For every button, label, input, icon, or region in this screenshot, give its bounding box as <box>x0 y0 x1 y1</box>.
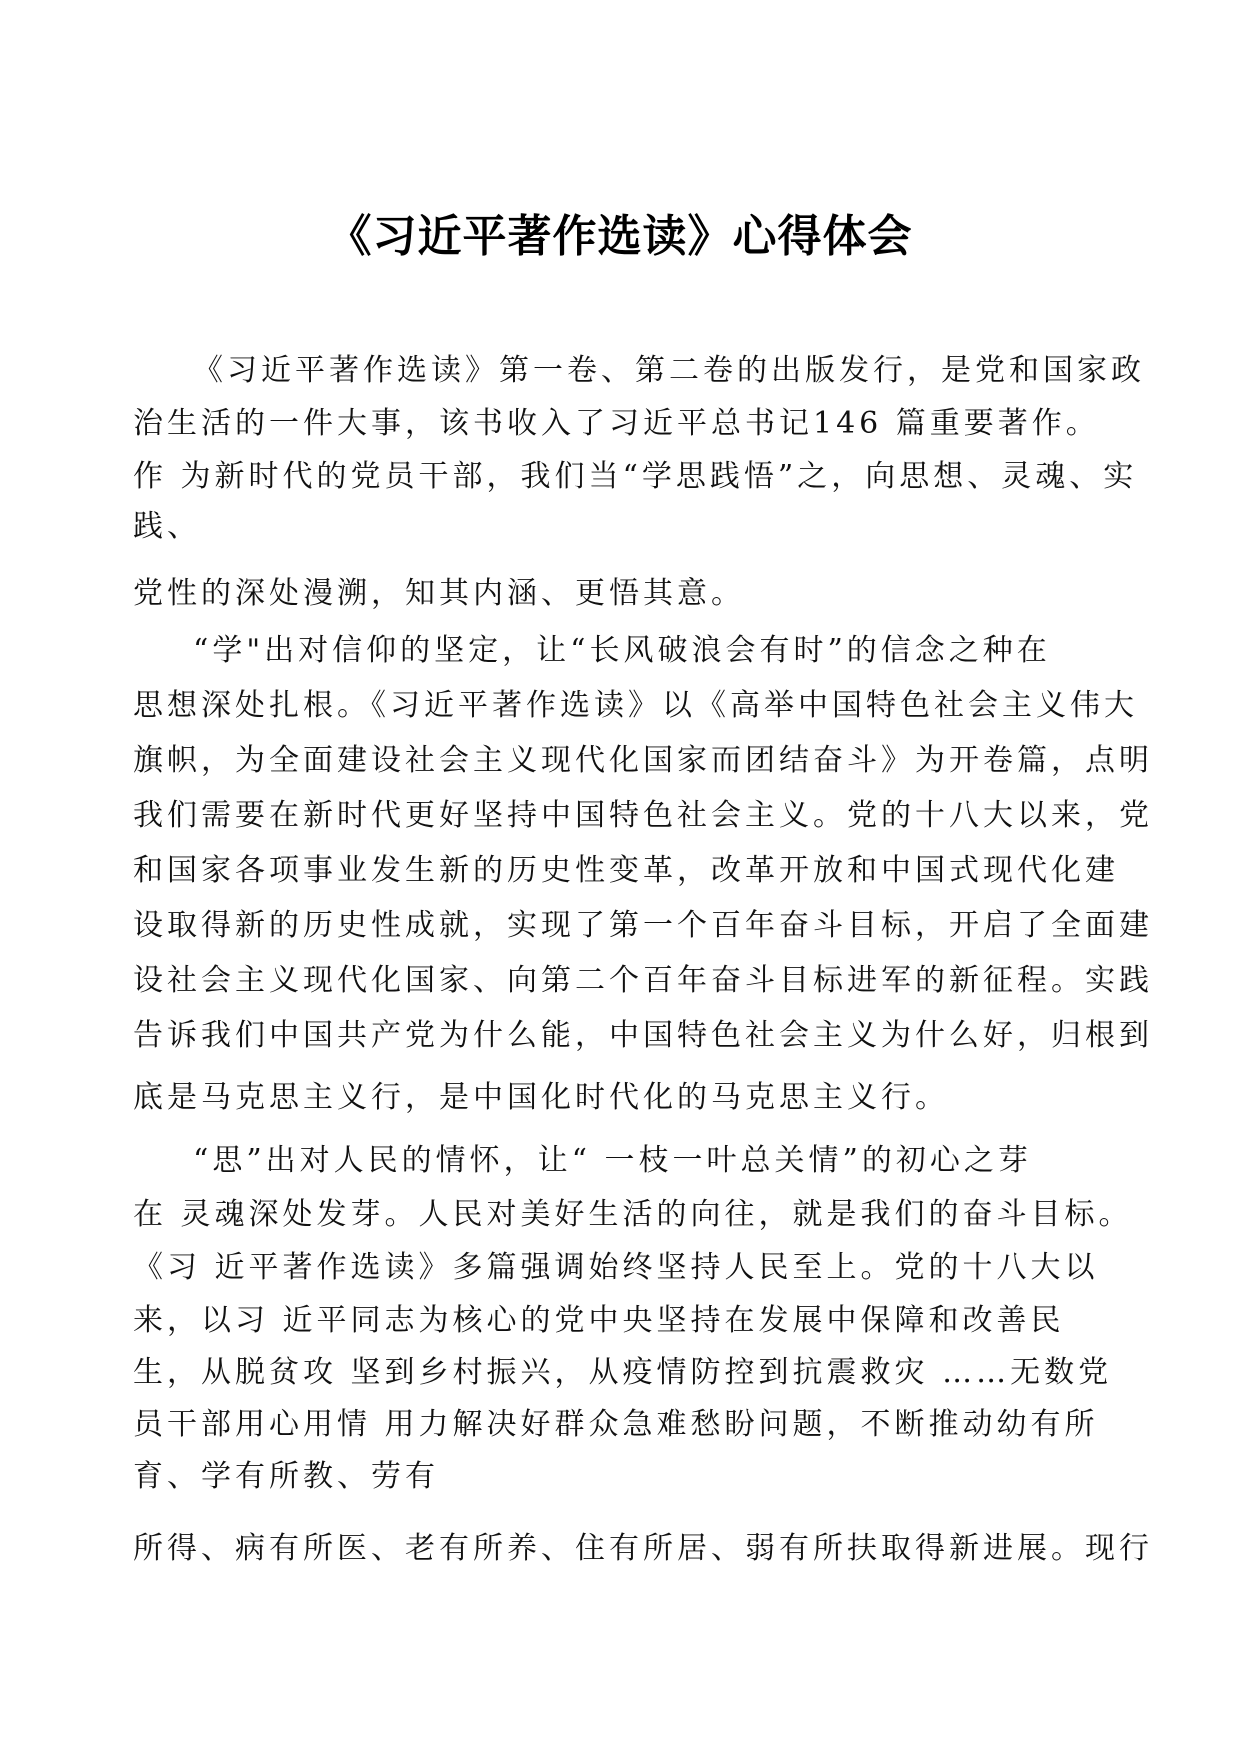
body-line: 和国家各项事业发生新的历史性变革，改革开放和中国式现代化建 <box>133 853 1119 888</box>
body-line: 设社会主义现代化国家、向第二个百年奋斗目标进军的新征程。实践 <box>133 963 1153 998</box>
body-line: 旗帜，为全面建设社会主义现代化国家而团结奋斗》为开卷篇，点明 <box>133 743 1153 778</box>
body-line: 育、学有所教、劳有 <box>133 1459 439 1494</box>
document-title: 《习近平著作选读》心得体会 <box>327 211 913 262</box>
body-line: 设取得新的历史性成就，实现了第一个百年奋斗目标，开启了全面建 <box>133 908 1153 943</box>
body-line: “思”出对人民的情怀，让“ 一枝一叶总关情”的初心之芽 <box>193 1143 1032 1178</box>
body-line: 底是马克思主义行，是中国化时代化的马克思主义行。 <box>133 1080 949 1115</box>
body-line: 《习 近平著作选读》多篇强调始终坚持人民至上。党的十八大以 <box>133 1250 1099 1285</box>
body-line: 来，以习 近平同志为核心的党中央坚持在发展中保障和改善民 <box>133 1303 1065 1338</box>
body-line: 思想深处扎根。《习近平著作选读》以《高举中国特色社会主义伟大 <box>133 688 1138 723</box>
body-line: 党性的深处漫溯，知其内涵、更悟其意。 <box>133 576 745 611</box>
body-line: 所得、病有所医、老有所养、住有所居、弱有所扶取得新进展。现行 <box>133 1531 1153 1566</box>
body-line: 在 灵魂深处发芽。人民对美好生活的向往，就是我们的奋斗目标。 <box>133 1197 1133 1232</box>
body-line: 生，从脱贫攻 坚到乡村振兴，从疫情防控到抗震救灾 ……无数党 <box>133 1355 1113 1390</box>
body-line: “学"出对信仰的坚定，让“长风破浪会有时”的信念之种在 <box>193 633 1051 668</box>
body-line: 治生活的一件大事，该书收入了习近平总书记146 篇重要著作。 <box>133 406 1100 441</box>
body-line: 我们需要在新时代更好坚持中国特色社会主义。党的十八大以来，党 <box>133 798 1153 833</box>
body-line: 践、 <box>133 509 201 544</box>
body-line: 员干部用心用情 用力解决好群众急难愁盼问题，不断推动幼有所 <box>133 1407 1099 1442</box>
body-line: 作 为新时代的党员干部，我们当“学思践悟”之，向思想、灵魂、实 <box>133 459 1138 494</box>
body-line: 《习近平著作选读》第一卷、第二卷的出版发行，是党和国家政 <box>193 353 1145 388</box>
body-line: 告诉我们中国共产党为什么能，中国特色社会主义为什么好，归根到 <box>133 1018 1153 1053</box>
